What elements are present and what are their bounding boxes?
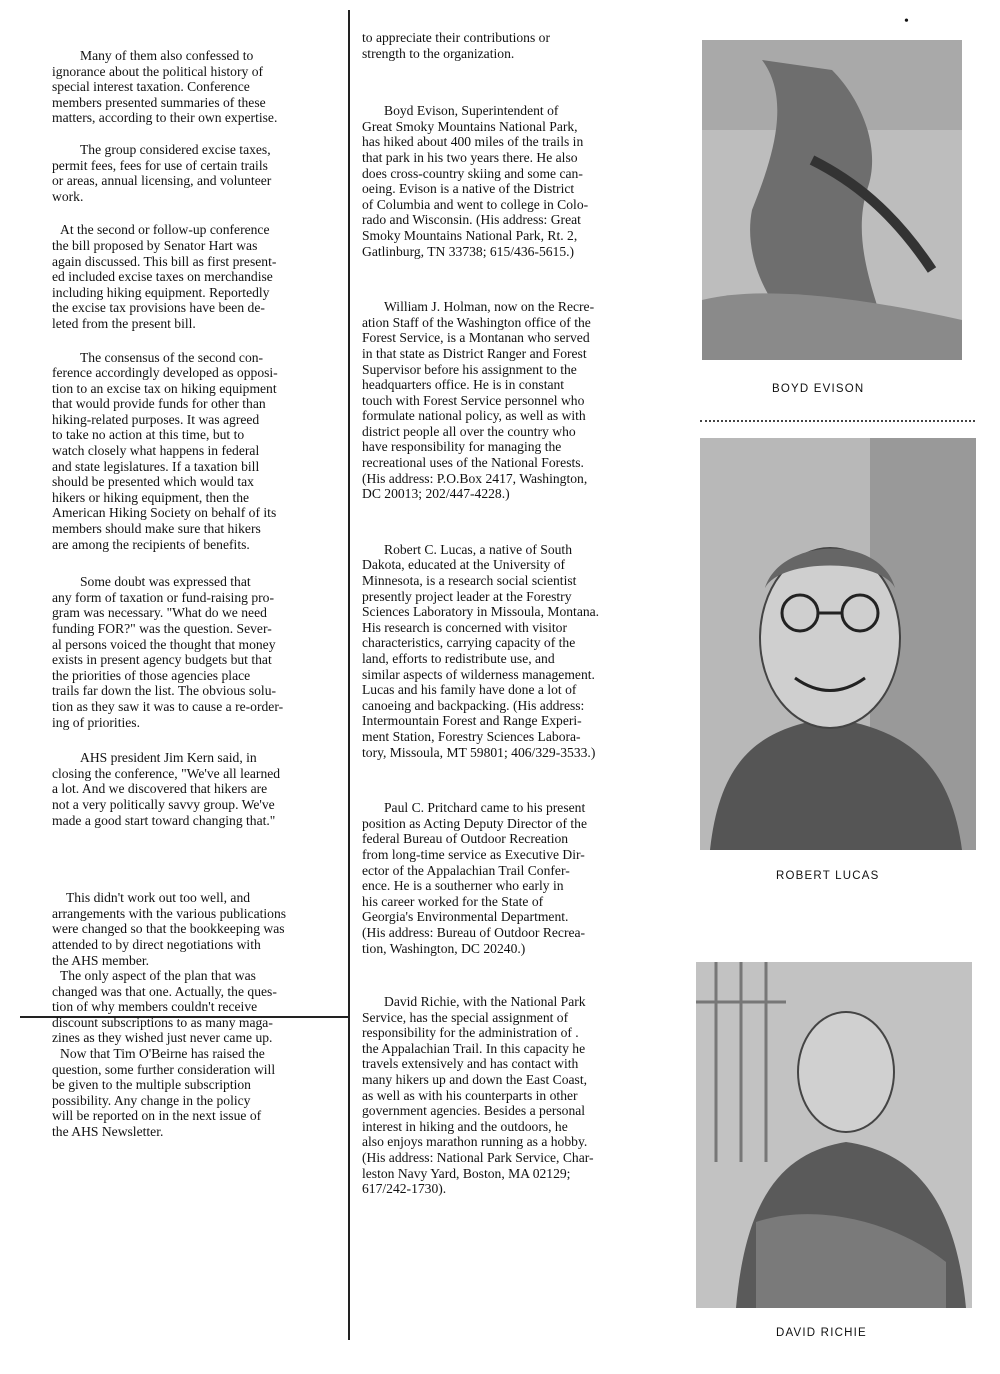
photo-robert-lucas [700,438,976,850]
speck: • [904,14,909,29]
portrait-illustration [700,438,976,850]
photo-divider [700,420,975,422]
bio-pritchard: Paul C. Pritchard came to his present position as Acting Deputy Director of the federal Bureau of Outdoor Recreation from long-time service as Executive Dir- ector of the Appalachian Trail Confer- ence. He is a southerner who early in his career worked for the State of Georgia's Environmental Department. (His address: Bureau of Outdoor Recrea- tion, Washington, DC 20240.) [362,800,588,956]
paragraph: Now that Tim O'Beirne has raised the question, some further consideration will be given to the multiple subscription possibility. Any change in the policy will be reported on in the next issue of the AHS Newsletter. [52,1046,276,1140]
photo-david-richie [696,962,972,1308]
photo-caption: BOYD EVISON [772,383,865,395]
bio-holman: William J. Holman, now on the Recre- ation Staff of the Washington office of the Forest Service, is a Montanan who served in that state as District Ranger and Forest Supervisor before his assignment to the headquarters office. He is in constant touch with Forest Service personnel who formulate national policy, as well as with district people all over the country who have responsibility for managing the recreational uses of the National Forests. (His address: P.O.Box 2417, Washington, DC 20013; 202/447-4228.) [362,299,595,502]
middle-column [362,30,667,1197]
paragraph: The consensus of the second con- ference accordingly developed as opposi- tion to an excise tax on hiking equipment that would provide funds for other than hiking-related purposes. It was agreed to take no action at this time, but to watch closely what happens in federal and state legislatures. If a taxation bill should be presented which would tax hikers or hiking equipment, then the American Hiking Society on behalf of its members should make sure that hikers are among the recipients of benefits. [52,349,278,552]
paragraph: AHS president Jim Kern said, in closing the conference, "We've all learned a lot. And we discovered that hikers are not a very politically savvy group. We've made a good start toward changing that." [52,750,281,828]
paragraph: The only aspect of the plan that was changed was that one. Actually, the ques- tion of why members couldn't receive discount subscriptions to as many maga- zines as they wished just never came up. [52,968,277,1046]
hiker-illustration [702,40,962,360]
portrait-illustration [696,962,972,1308]
photo-caption: DAVID RICHIE [776,1327,867,1339]
paragraph: Many of them also confessed to ignorance about the political history of special interest taxation. Conference members presented summaries of these matters, according to their own expertise. [52,48,278,126]
bio-richie: David Richie, with the National Park Service, has the special assignment of responsibility for the administration of . the Appalachian Trail. In this capacity he travels extensively and has contact with many hikers up and down the East Coast, as well as with his counterparts in other government agencies. Besides a personal interest in hiking and the outdoors, he also enjoys marathon running as a hobby. (His address: National Park Service, Char- leston Navy Yard, Boston, MA 02129; 617/242-1730). [362,994,594,1197]
paragraph: Some doubt was expressed that any form of taxation or fund-raising pro- gram was necessary. "What do we need funding FOR?" was the question. Sever- al persons voiced the thought that money exists in present agency budgets but that the priorities of those agencies place trails far down the list. The obvious solu- tion as they saw it was to cause a re-order- ing of priorities. [52,574,284,730]
column-divider [348,10,350,1340]
left-column [52,48,342,1140]
paragraph: The group considered excise taxes, permit fees, fees for use of certain trails or areas, annual licensing, and volunteer work. [52,141,272,204]
paragraph: This didn't work out too well, and arrangements with the various publications were changed so that the bookkeeping was attended to by direct negotiations with the AHS member. [52,890,287,968]
photo-boyd-evison [702,40,962,360]
bio-evison: Boyd Evison, Superintendent of Great Smoky Mountains National Park, has hiked about 400 miles of the trails in that park in his two years there. He also does cross-country skiing and some can- oeing. Evison is a native of the District of Columbia and went to college in Colo- rado and Wisconsin. (His address: Great Smoky Mountains National Park, Rt. 2, Gatlinburg, TN 33738; 615/436-5615.) [362,103,589,259]
paragraph: At the second or follow-up conference the bill proposed by Senator Hart was again discussed. This bill as first present- ed included excise taxes on merchandise including hiking equipment. Reportedly the excise tax provisions have been de- leted from the present bill. [52,222,277,331]
bio-lucas: Robert C. Lucas, a native of South Dakota, educated at the University of Minnesota, is a research social scientist presently project leader at the Forestry Sciences Laboratory in Missoula, Montana. His research is concerned with visitor characteristics, carrying capacity of the land, efforts to redistribute use, and similar aspects of wilderness management. Lucas and his family have done a lot of canoeing and backpacking. (His address: Intermountain Forest and Range Experi- ment Station, Forestry Sciences Labora- tory, Missoula, MT 59801; 406/329-3533.) [362,541,600,760]
photo-caption: ROBERT LUCAS [776,870,880,882]
paragraph: to appreciate their contributions or strength to the organization. [362,30,550,61]
